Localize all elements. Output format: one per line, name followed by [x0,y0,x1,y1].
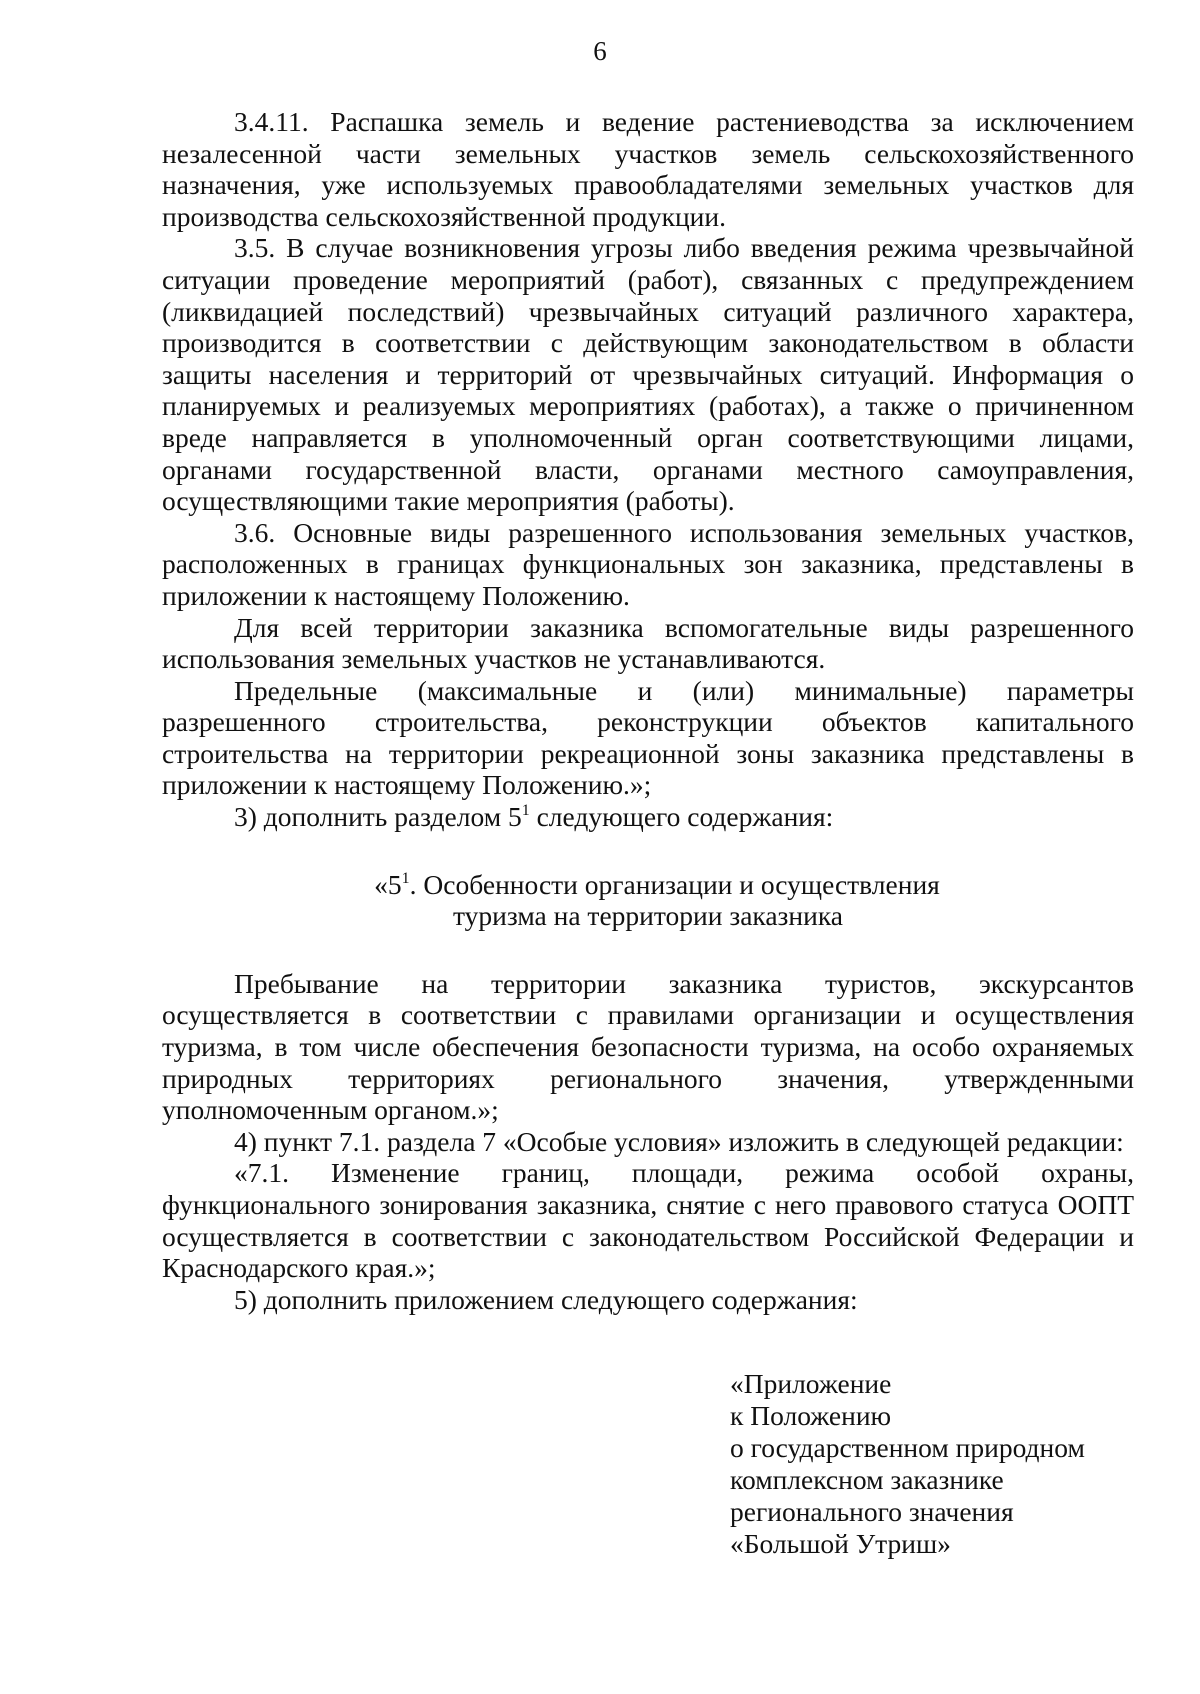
superscript: 1 [521,802,530,820]
appendix-line: «Большой Утриш» [730,1528,951,1559]
paragraph-3-4-11: 3.4.11. Распашка земель и ведение растениеводства за исключением незалесенной части земельных участков земель сельскохозяйственного назначения, уже используемых правообладателями земельных участков для производства сельскохозяйственной продукции. [162,106,1134,232]
paragraph-auxiliary-uses: Для всей территории заказника вспомогательные виды разрешенного использования земельных участков не устанавливаются. [162,611,1134,675]
appendix-line: регионального значения [730,1496,1014,1527]
paragraph-amendment-5: 5) дополнить приложением следующего содержания: [234,1283,858,1315]
section-title-start: . Особенности организации и осуществления [409,868,940,900]
paragraph-amendment-4: 4) пункт 7.1. раздела 7 «Особые условия» изложить в следующей редакции: [234,1125,1124,1157]
appendix-line: «Приложение [730,1368,892,1399]
paragraph-amendment-3 [162,801,1134,833]
amendment-3-text: 3) дополнить разделом 5 [234,801,522,833]
section-heading-line-2: туризма на территории заказника [452,900,843,932]
paragraph-limit-parameters: Предельные (максимальные и (или) минимальные) параметры разрешенного строительства, реконструкции объектов капитального строительства на территории рекреационной зоны заказника представлены в приложении к настоящему Положению.»; [162,674,1134,801]
paragraph-7-1: «7.1. Изменение границ, площади, режима особой охраны, функционального зонирования заказника, снятие с него правового статуса ООПТ осуществляется в соответствии с законодательством Российской Федерации и Краснодарского края.»; [162,1157,1134,1284]
amendment-3-text-end: следующего содержания: [529,801,834,833]
section-heading [162,869,1134,932]
page-number: 6 [593,36,607,66]
paragraph-3-6: 3.6. Основные виды разрешенного использования земельных участков, расположенных в границах функциональных зон заказника, представлены в приложении к настоящему Положению. [162,516,1134,611]
document-body [162,106,1134,1315]
section-heading-line-1 [162,869,1134,901]
appendix-header [730,1368,1085,1560]
paragraph-tourism-stay: Пребывание на территории заказника туристов, экскурсантов осуществляется в соответствии с правилами организации и осуществления туризма, в том числе обеспечения безопасности туризма, на особо охраняемых природных территориях регионального значения, утвержденными уполномоченным органом.»; [162,967,1134,1126]
section-superscript: 1 [401,869,410,887]
paragraph-3-5: 3.5. В случае возникновения угрозы либо введения режима чрезвычайной ситуации проведение мероприятий (работ), связанных с предупреждением (ликвидацией последствий) чрезвычайных ситуаций различного характера, производится в соответствии с действующим законодательством в области защиты населения и территорий от чрезвычайных ситуаций. Информация о планируемых и реализуемых мероприятиях (работах), а также о причиненном вреде направляется в уполномоченный орган соответствующими лицами, органами государственной власти, органами местного самоуправления, осуществляющими такие мероприятия (работы). [162,232,1134,517]
appendix-line: к Положению [730,1400,892,1431]
section-number: «5 [374,868,402,900]
appendix-line: о государственном природном [730,1432,1085,1463]
appendix-line: комплексном заказнике [730,1464,1004,1495]
